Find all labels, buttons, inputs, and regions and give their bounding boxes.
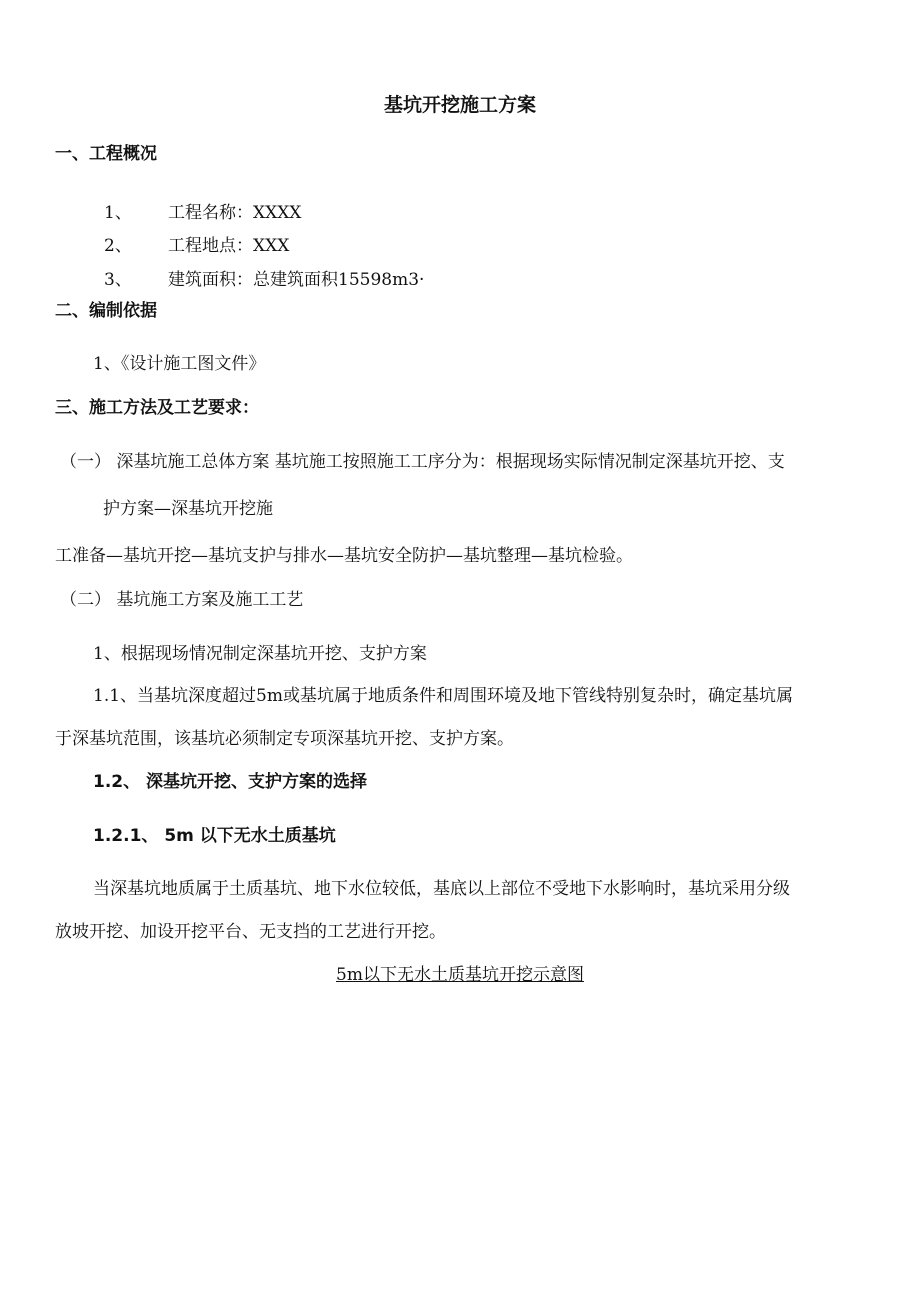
- list-item-text: 工程地点：XXX: [168, 236, 290, 256]
- list-item-number: 1、: [104, 203, 132, 223]
- section-heading-overview: 一、工程概况: [55, 144, 157, 164]
- subsection-1-line2: 护方案—深基坑开挖施: [103, 499, 273, 519]
- subsection-1-line3: 工准备—基坑开挖—基坑支护与排水—基坑安全防护—基坑整理—基坑检验。: [55, 546, 633, 566]
- paragraph-1-1-line2: 于深基坑范围，该基坑必须制定专项深基坑开挖、支护方案。: [55, 729, 514, 749]
- paragraph-1-1-line1: 1.1、当基坑深度超过5m或基坑属于地质条件和周围环境及地下管线特别复杂时，确定基坑属: [93, 686, 793, 706]
- figure-caption: 5m以下无水土质基坑开挖示意图: [336, 965, 584, 985]
- list-item-number: 2、: [104, 236, 132, 256]
- list-item-number: 3、: [104, 270, 132, 290]
- body-paragraph-line2: 放坡开挖、加设开挖平台、无支挡的工艺进行开挖。: [55, 922, 446, 942]
- list-item-text: 工程名称：XXXX: [168, 203, 302, 223]
- heading-1-2: 1.2、 深基坑开挖、支护方案的选择: [93, 772, 368, 792]
- body-paragraph-line1: 当深基坑地质属于土质基坑、地下水位较低，基底以上部位不受地下水影响时，基坑采用分级: [93, 879, 790, 899]
- paragraph-1: 1、根据现场情况制定深基坑开挖、支护方案: [93, 644, 427, 664]
- section-heading-methods: 三、施工方法及工艺要求：: [55, 398, 259, 418]
- list-item: [104, 202, 301, 224]
- list-item: [104, 269, 424, 291]
- subsection-1-line1: （一） 深基坑施工总体方案 基坑施工按照施工工序分为：根据现场实际情况制定深基坑开挖、支: [60, 452, 785, 472]
- list-item: [104, 235, 289, 257]
- subsection-2-heading: （二） 基坑施工方案及施工工艺: [60, 590, 304, 610]
- list-item-text: 建筑面积：总建筑面积15598m3·: [168, 270, 425, 290]
- section-heading-basis: 二、编制依据: [55, 301, 157, 321]
- heading-1-2-1: 1.2.1、 5m 以下无水土质基坑: [93, 826, 336, 846]
- document-title: 基坑开挖施工方案: [383, 94, 536, 116]
- basis-item: 1、《设计施工图文件》: [93, 354, 266, 374]
